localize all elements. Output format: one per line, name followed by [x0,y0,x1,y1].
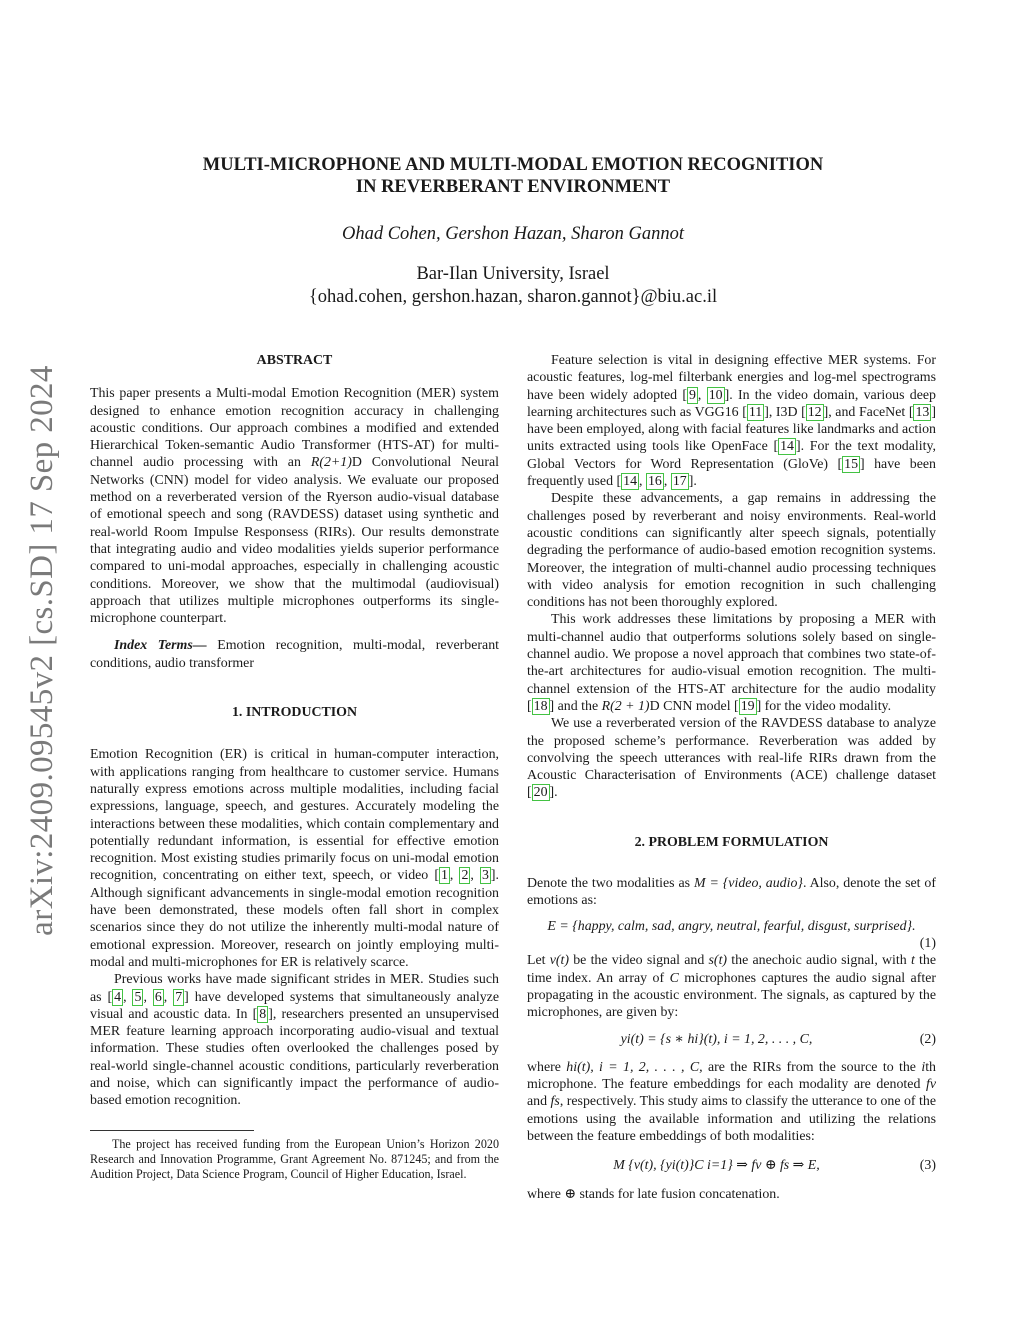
paragraph-text: Let [527,953,550,969]
paragraph-text: where [527,1059,567,1075]
paragraph-text: Denote the two modalities as [527,876,694,892]
citation-link[interactable]: 7 [175,989,183,1005]
title-line-2: IN REVERBERANT ENVIRONMENT [355,177,671,197]
paragraph-text: th microphone. The feature embeddings for each modality are denoted [527,1059,936,1092]
paragraph-text: are the RIRs from the source to the [702,1059,922,1075]
equation-3 [527,1157,936,1174]
arxiv-sidebar [10,355,74,945]
equation-1 [527,918,936,935]
citation-link[interactable]: 17 [672,474,687,490]
affiliation [90,263,936,309]
paragraph-text: ]. [549,785,558,801]
paragraph-text: Emotion Recognition (ER) is critical in human-computer interaction, with applications ranging from healthcare to customer service. Humans naturally express emotions across multiple modalities, including facial expressions, language, speech, and gestures. Accurately modeling the interactions between these modalities, which contain complementary and potentially redundant information, is essential for effective emotion recognition. Most existing studies primarily focus on uni-modal emotion recognition, concentrating on either text, speech, or video [ [90,747,499,884]
paragraph-text: ]. For the text modality, Global Vectors for Word Representation (GloVe) [ [527,439,936,472]
affiliation-name: Bar-Ilan University, Israel [416,264,610,284]
abstract-text: This paper presents a Multi-modal Emotion Recognition (MER) system designed to enhance emotion recognition accuracy in challenging acoustic conditions. Our approach combines a modified and extended Hierarchical Token-semantic Audio Transformer (HTS-AT) for multi-channel audio processing with an [90,386,499,471]
citation-link[interactable]: 9 [688,387,696,403]
citation-link[interactable]: 19 [740,698,755,714]
paragraph-text: We use a reverberated version of the RAVDESS database to analyze the proposed scheme’s performance. Reverberation was added by convolving the speech utterances with real-life RIRs drawn from the Acoustic Characterisation of Environments (ACE) challenge dataset [ [527,716,936,801]
author-list: Ohad Cohen, Gershon Hazan, Sharon Gannot [341,224,685,244]
equation-1-body: E = {happy, calm, sad, angry, neutral, fearful, disgust, surprised}. [547,918,916,934]
paragraph-text: the time index. An array of [527,953,936,986]
paper-header [90,154,936,309]
citation-link[interactable]: 8 [259,1006,267,1022]
arxiv-identifier[interactable]: arXiv:2409.09545v2 [cs.SD] 17 Sep 2024 [23,364,60,936]
citation-link[interactable]: 6 [154,989,162,1005]
dataset-paragraph [527,715,936,801]
paragraph-text: ]. [688,474,697,490]
title-line-1: MULTI-MICROPHONE AND MULTI-MODAL EMOTION RECOGNITION [202,155,824,175]
inline-math: t [910,953,915,969]
signal-model-paragraph [527,952,936,1021]
inline-math: ⊕ [564,1187,577,1203]
citation-link[interactable]: 13 [915,404,930,420]
citation-link[interactable]: 10 [708,387,723,403]
paragraph-text: ] have been employed, along with facial features like landmarks and action units extracted using tools like OpenFace [ [527,404,936,455]
inline-math: i [921,1059,926,1075]
index-terms-text: Emotion recognition, multi-modal, reverberant conditions, audio transformer [90,638,499,671]
citation-link[interactable]: 20 [533,785,548,801]
intro-paragraph-2: Previous works have made significant strides in MER. Studies such as [ 4 , 5 , 6 , 7 ] have developed systems that simultaneously analyze visual and acoustic data. In [ 8 ], researchers presented an unsupervised MER feature learning approach incorporating audio-visual and textual information. These studies often overlooked the challenges posed by real-world single-channel acoustic conditions, particularly reverberation and noise, which can significantly impact the performance of audio-based emotion recognition. [90,972,499,1109]
paragraph-text: . Also, denote the set of emotions as: [527,876,937,909]
paragraph-text: the anechoic audio signal, with [727,953,911,969]
gap-paragraph: Despite these advancements, a gap remains in addressing the challenges posed by reverberant and noisy environments. Real-world acoustic conditions can significantly alter speech signals, potentially degrading the performance of audio-based emotion recognition systems. Moreover, the integration of multi-channel audio processing techniques with video analysis for emotion recognition in such challenging conditions has not been thoroughly explored. [527,491,936,611]
equation-3-number: (3) [919,1158,936,1174]
left-column [90,352,499,1183]
citation-link[interactable]: 2 [461,868,469,884]
equation-2-body: yi(t) = {s ∗ hi}(t), i = 1, 2, . . . , C, [620,1032,813,1048]
feature-selection-paragraph: Feature selection is vital in designing effective MER systems. For acoustic features, log-mel filterbank energies and log-mel spectrograms have been widely adopted [ 9 , 10 ]. In the video domain, various deep learning architectures such as VGG16 [ 11 ], I3D [ 12 ], and FaceNet [ 13 ] have been employed, along with facial features like landmarks and action units extracted using tools like OpenFace [ 14 ]. For the text modality, Global Vectors for Word Representation (GloVe) [ 15 ] have been frequently used [ 14 , 16 , 17 ]. [527,353,937,490]
rir-paragraph [527,1059,936,1145]
paragraph-text: ]. Although significant advancements in single-modal emotion recognition have been demonstrated, these models often fall short in complex scenarios since they do not utilize the inherently multi-modal nature of emotional expression. Moreover, research on jointly employing multi-modal and multi-microphones for ER is relatively scarce. [90,868,500,970]
citation-link[interactable]: 3 [481,868,489,884]
footnote-rule [90,1130,254,1131]
paragraph-text: ] for the video modality. [756,698,892,714]
citation-link[interactable]: 14 [623,474,638,490]
paragraph-text: ], researchers presented an unsupervised MER feature learning approach incorporating audio-visual and textual information. These studies often overlooked the challenges posed by real-world single-channel acoustic conditions, particularly reverberation and noise, which can significantly impact the performance of audio-based emotion recognition. [90,1006,499,1109]
equation-1-number: (1) [919,935,936,951]
paragraph-text: , respectively. This study aims to classify the utterance to one of the emotions using the available information and utilizing the relations between the feature embeddings of both modalities: [527,1094,937,1144]
paragraph-text: ], and FaceNet [ [823,404,914,420]
paragraph-text: ] have developed systems that simultaneously analyze visual and acoustic data. In [ [90,989,499,1022]
modalities-paragraph [527,875,936,910]
paragraph-text: D CNN model [ [649,698,739,714]
equation-3-body: M {v(t), {yi(t)}C i=1} ⇒ fv ⊕ fs ⇒ E, [613,1158,820,1174]
citation-link[interactable]: 5 [134,989,142,1005]
paragraph-text: ] have been frequently used [ [527,456,937,490]
abstract-math: R(2+1) [310,455,352,471]
paragraph-text: stands for late fusion concatenation. [576,1187,780,1203]
citation-link[interactable]: 4 [114,989,122,1005]
paragraph-text: ]. In the video domain, various deep learning architectures such as VGG16 [ [527,387,936,420]
paragraph-text: be the video signal and [569,953,709,969]
inline-math: R(2 + 1) [601,698,650,714]
inline-math: v(t) [549,953,570,969]
paragraph-text: microphones captures the audio signal after propagating in the acoustic environment. The signals, as captured by the microphones, are given by: [527,970,936,1021]
paragraph-text: This work addresses these limitations by proposing a MER with multi-channel audio that outperforms solutions solely based on single-channel audio. We propose a novel approach that combines two state-of-the-art architectures for audio-visual emotion recognition. The multi-channel extension of the HTS-AT architecture for the audio modality [ [527,612,936,714]
paragraph-text: ], I3D [ [764,404,806,420]
citation-link[interactable]: 1 [440,868,448,884]
abstract-heading: ABSTRACT [256,353,333,368]
citation-link[interactable]: 18 [533,698,548,714]
index-terms [90,637,499,672]
paragraph-text: Feature selection is vital in designing effective MER systems. For acoustic features, log-mel filterbank energies and log-mel spectrograms have been widely adopted [ [527,353,936,403]
paragraph-text: ] and the [549,698,602,714]
citation-link[interactable]: 14 [780,439,794,455]
inline-math: s(t) [708,953,728,969]
index-terms-label: Index Terms— [114,638,207,654]
introduction-heading: 1. INTRODUCTION [231,705,358,721]
equation-2 [527,1031,936,1048]
abstract-text-cont: D Convolutional Neural Networks (CNN) model for video analysis. We evaluate our proposed method on a reverberated version of the Ryerson audio-visual database of emotional speech and song (RAVDESS) dataset using synthetic and real-world Room Impulse Responsess (RIRs). Our results demonstrate that integrating audio and video modalities yields superior performance compared to uni-modal approaches, especially in challenging acoustic conditions. Moreover, we show that the multimodal (audiovisual) approach that utilizes multiple microphones outperforms its single-microphone counterpart. [90,455,499,627]
citation-link[interactable]: 16 [647,474,662,490]
abstract-body [90,385,499,627]
citation-link[interactable]: 11 [748,404,763,420]
inline-math: M = {video, audio} [693,876,803,892]
citation-link[interactable]: 12 [807,404,822,420]
paper-title [90,154,936,198]
citation-link[interactable]: 15 [844,456,859,472]
paragraph-text: where [527,1187,565,1203]
paragraph-text: and [527,1094,551,1110]
inline-math: hi(t), i = 1, 2, . . . , C, [566,1059,703,1075]
paragraph-text: Previous works have made significant strides in MER. Studies such as [ [90,972,499,1005]
intro-paragraph-1: Emotion Recognition (ER) is critical in human-computer interaction, with applications ranging from healthcare to customer service. Humans naturally express emotions across multiple modalities, including facial expressions, language, speech, and gestures. Accurately modeling the interactions between these modalities, which contain complementary and potentially redundant information, is essential for effective emotion recognition. Most existing studies primarily focus on uni-modal emotion recognition, concentrating on either text, speech, or video [ 1 , 2 , 3 ]. Although significant advancements in single-modal emotion recognition have been demonstrated, these models often fall short in complex scenarios since they do not utilize the inherently multi-modal nature of emotional expression. Moreover, research on jointly employing multi-modal and multi-microphones for ER is relatively scarce. [90,747,500,970]
inline-math: fs [550,1094,560,1110]
fusion-paragraph [527,1186,936,1203]
inline-math: fv [925,1076,936,1092]
contribution-paragraph [527,611,936,715]
inline-math: C [669,970,679,986]
problem-formulation-heading: 2. PROBLEM FORMULATION [634,834,829,850]
equation-2-number: (2) [919,1032,936,1048]
funding-footnote: The project has received funding from the European Union’s Horizon 2020 Research and Innovation Programme, Grant Agreement No. 871245; and from the Audition Project, Data Science Program, Council of Higher Education, Israel. [90,1136,499,1182]
right-column [527,352,936,1204]
author-emails[interactable]: {ohad.cohen, gershon.hazan, sharon.gannot}@biu.ac.il [308,287,718,307]
